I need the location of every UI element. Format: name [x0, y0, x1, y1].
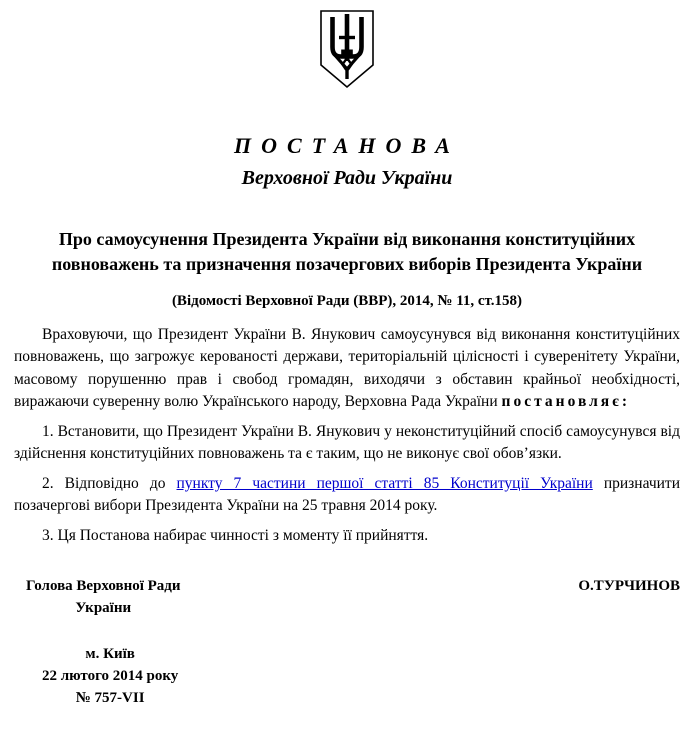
- preamble-paragraph: [14, 324, 680, 414]
- item-1-paragraph: 1. Встановити, що Президент України В. Янукович у неконституційний спосіб самоусунувся від здійснення конституційних повноважень та є таким, що не виконує свої обов’язки.: [14, 422, 680, 463]
- ukraine-trident-emblem-icon: [318, 8, 376, 95]
- document-type-heading: ПОСТАНОВА: [234, 133, 460, 158]
- signatory-position: [26, 575, 181, 619]
- document-footer-block: [42, 643, 178, 709]
- item-2-paragraph: [14, 473, 680, 518]
- document-title: Про самоусунення Президента України від виконання конституційних повноважень та призначення позачергових виборів Президента України: [51, 229, 643, 274]
- signatory-position-line1: Голова Верховної Ради: [26, 578, 181, 595]
- item-2-text-after-link: призначити позачергові вибори Президента України на 25 травня 2014 року.: [14, 474, 680, 515]
- gazette-reference: (Відомості Верховної Ради (ВВР), 2014, № 11, ст.158): [171, 293, 523, 309]
- footer-number: № 757-VII: [75, 690, 145, 707]
- signatory-name: О.ТУРЧИНОВ: [578, 578, 680, 595]
- signature-block: [14, 575, 680, 619]
- footer-date: 22 лютого 2014 року: [42, 668, 179, 685]
- signatory-position-line2: України: [75, 600, 132, 617]
- issuing-authority-heading: Верховної Ради України: [241, 167, 453, 189]
- footer-city: м. Київ: [85, 646, 135, 663]
- constitution-article-link[interactable]: пункту 7 частини першої статті 85 Конституції України: [176, 474, 593, 492]
- item-3-paragraph: 3. Ця Постанова набирає чинності з моменту її прийняття.: [42, 526, 429, 544]
- item-2-text-before-link: 2. Відповідно до: [42, 474, 177, 492]
- preamble-text: Враховуючи, що Президент України В. Янукович самоусунувся від виконання конституційних повноважень, що загрожує керованості держави, територіальній цілісності і суверенітету України, масовому порушенню прав і свобод громадян, виходячи з обставин крайньої необхідності, виражаючи суверенну волю Українського народу, Верховна Рада України: [14, 326, 680, 411]
- resolves-emphasis: постановляє:: [501, 393, 631, 411]
